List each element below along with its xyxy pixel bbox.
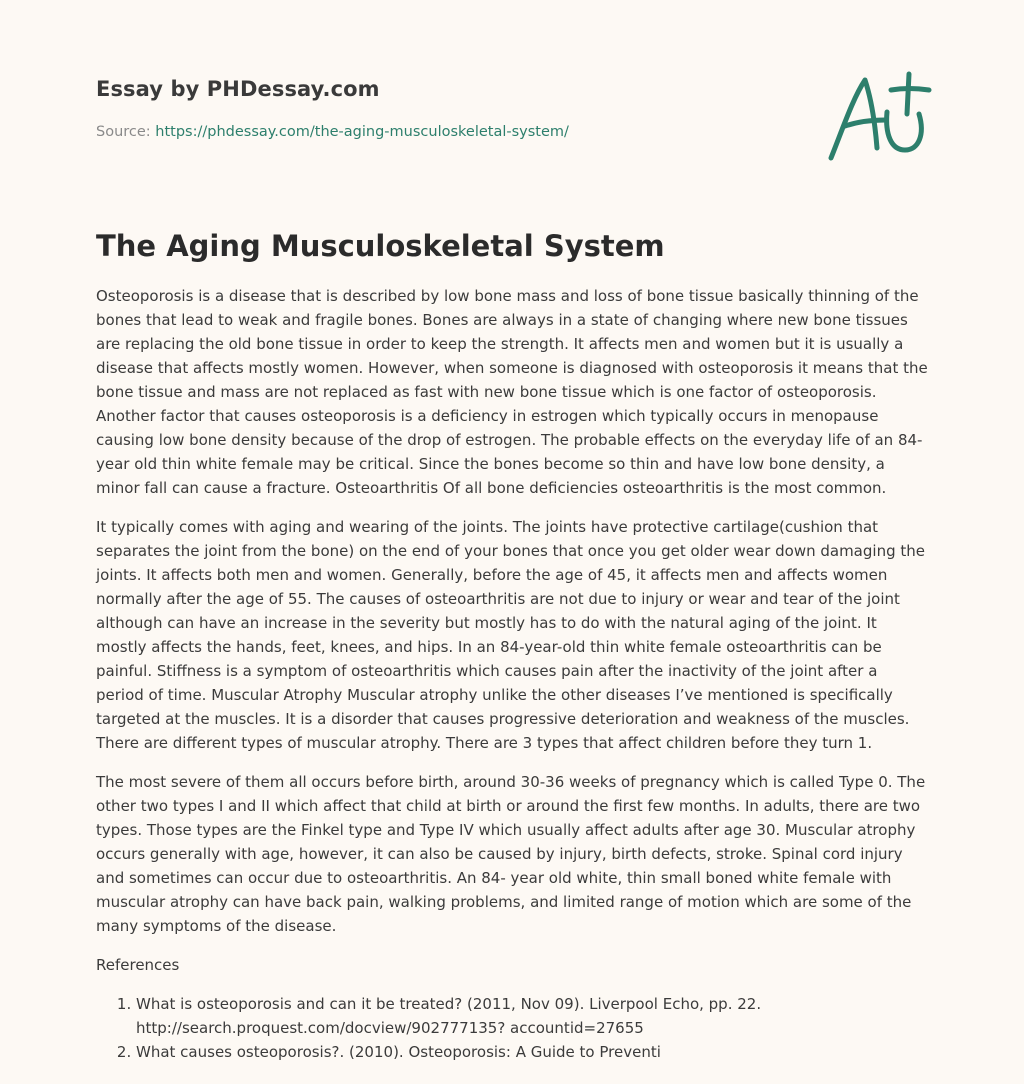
article-title: The Aging Musculoskeletal System [96,229,665,263]
references-heading: References [96,956,180,974]
page-header [96,0,928,190]
paragraph: It typically comes with aging and wearing of the joints. The joints have protective cartilage(cushion that separates the joint from the bone) on the end of your bones that once you get older wear down damaging the joints. It affects both men and women. Generally, before the age of 45, it affects men and affects women normally after the age of 55. The causes of osteoarthritis are not due to injury or wear and tear of the joint although can have an increase in the severity but mostly has to do with the natural aging of the joint. It mostly affects the hands, feet, knees, and hips. In an 84-year-old thin white female osteoarthritis can be painful. Stiffness is a symptom of osteoarthritis which causes pain after the inactivity of the joint after a period of time. Muscular Atrophy Muscular atrophy unlike the other diseases I’ve mentioned is specifically targeted at the muscles. It is a disorder that causes progressive deterioration and weakness of the muscles. There are different types of muscular atrophy. There are 3 types that affect children before they turn 1. [96,518,925,752]
brand-title: Essay by PHDessay.com [96,77,380,101]
reference-item: 2. What causes osteoporosis?. (2010). Osteoporosis: A Guide to Preventi [136,1040,928,1064]
paragraph: The most severe of them all occurs before birth, around 30-36 weeks of pregnancy which is called Type 0. The other two types I and II which affect that child at birth or around the first few months. In adults, there are two types. Those types are the Finkel type and Type IV which usually affect adults after age 30. Muscular atrophy occurs generally with age, however, it can also be caused by injury, birth defects, stroke. Spinal cord injury and sometimes can occur due to osteoarthritis. An 84- year old white, thin small boned white female with muscular atrophy can have back pain, walking problems, and limited range of motion which are some of the many symptoms of the disease. [96,773,926,935]
paragraph: Osteoporosis is a disease that is described by low bone mass and loss of bone tissue basically thinning of the bones that lead to weak and fragile bones. Bones are always in a state of changing where new bone tissues are replacing the old bone tissue in order to keep the strength. It affects men and women but it is usually a disease that affects mostly women. However, when someone is diagnosed with osteoporosis it means that the bone tissue and mass are not replaced as fast with new bone tissue which is one factor of osteoporosis. Another factor that causes osteoporosis is a deficiency in estrogen which typically occurs in menopause causing low bone density because of the drop of estrogen. The probable effects on the everyday life of an 84- year old thin white female may be critical. Since the bones become so thin and have low bone density, a minor fall can cause a fracture. Osteoarthritis Of all bone deficiencies osteoarthritis is the most common. [96,287,928,497]
a-plus-logo-icon [825,68,935,168]
source-label: Source: [96,124,151,140]
reference-item: 1. What is osteoporosis and can it be treated? (2011, Nov 09). Liverpool Echo, pp. 22. http://search.proquest.com/docview/902777135? accountid=27655 [136,992,928,1040]
article-body [96,284,928,1064]
source-link[interactable]: https://phdessay.com/the-aging-musculoskeletal-system/ [155,124,569,140]
references-list [96,992,928,1064]
source-line [96,124,569,140]
